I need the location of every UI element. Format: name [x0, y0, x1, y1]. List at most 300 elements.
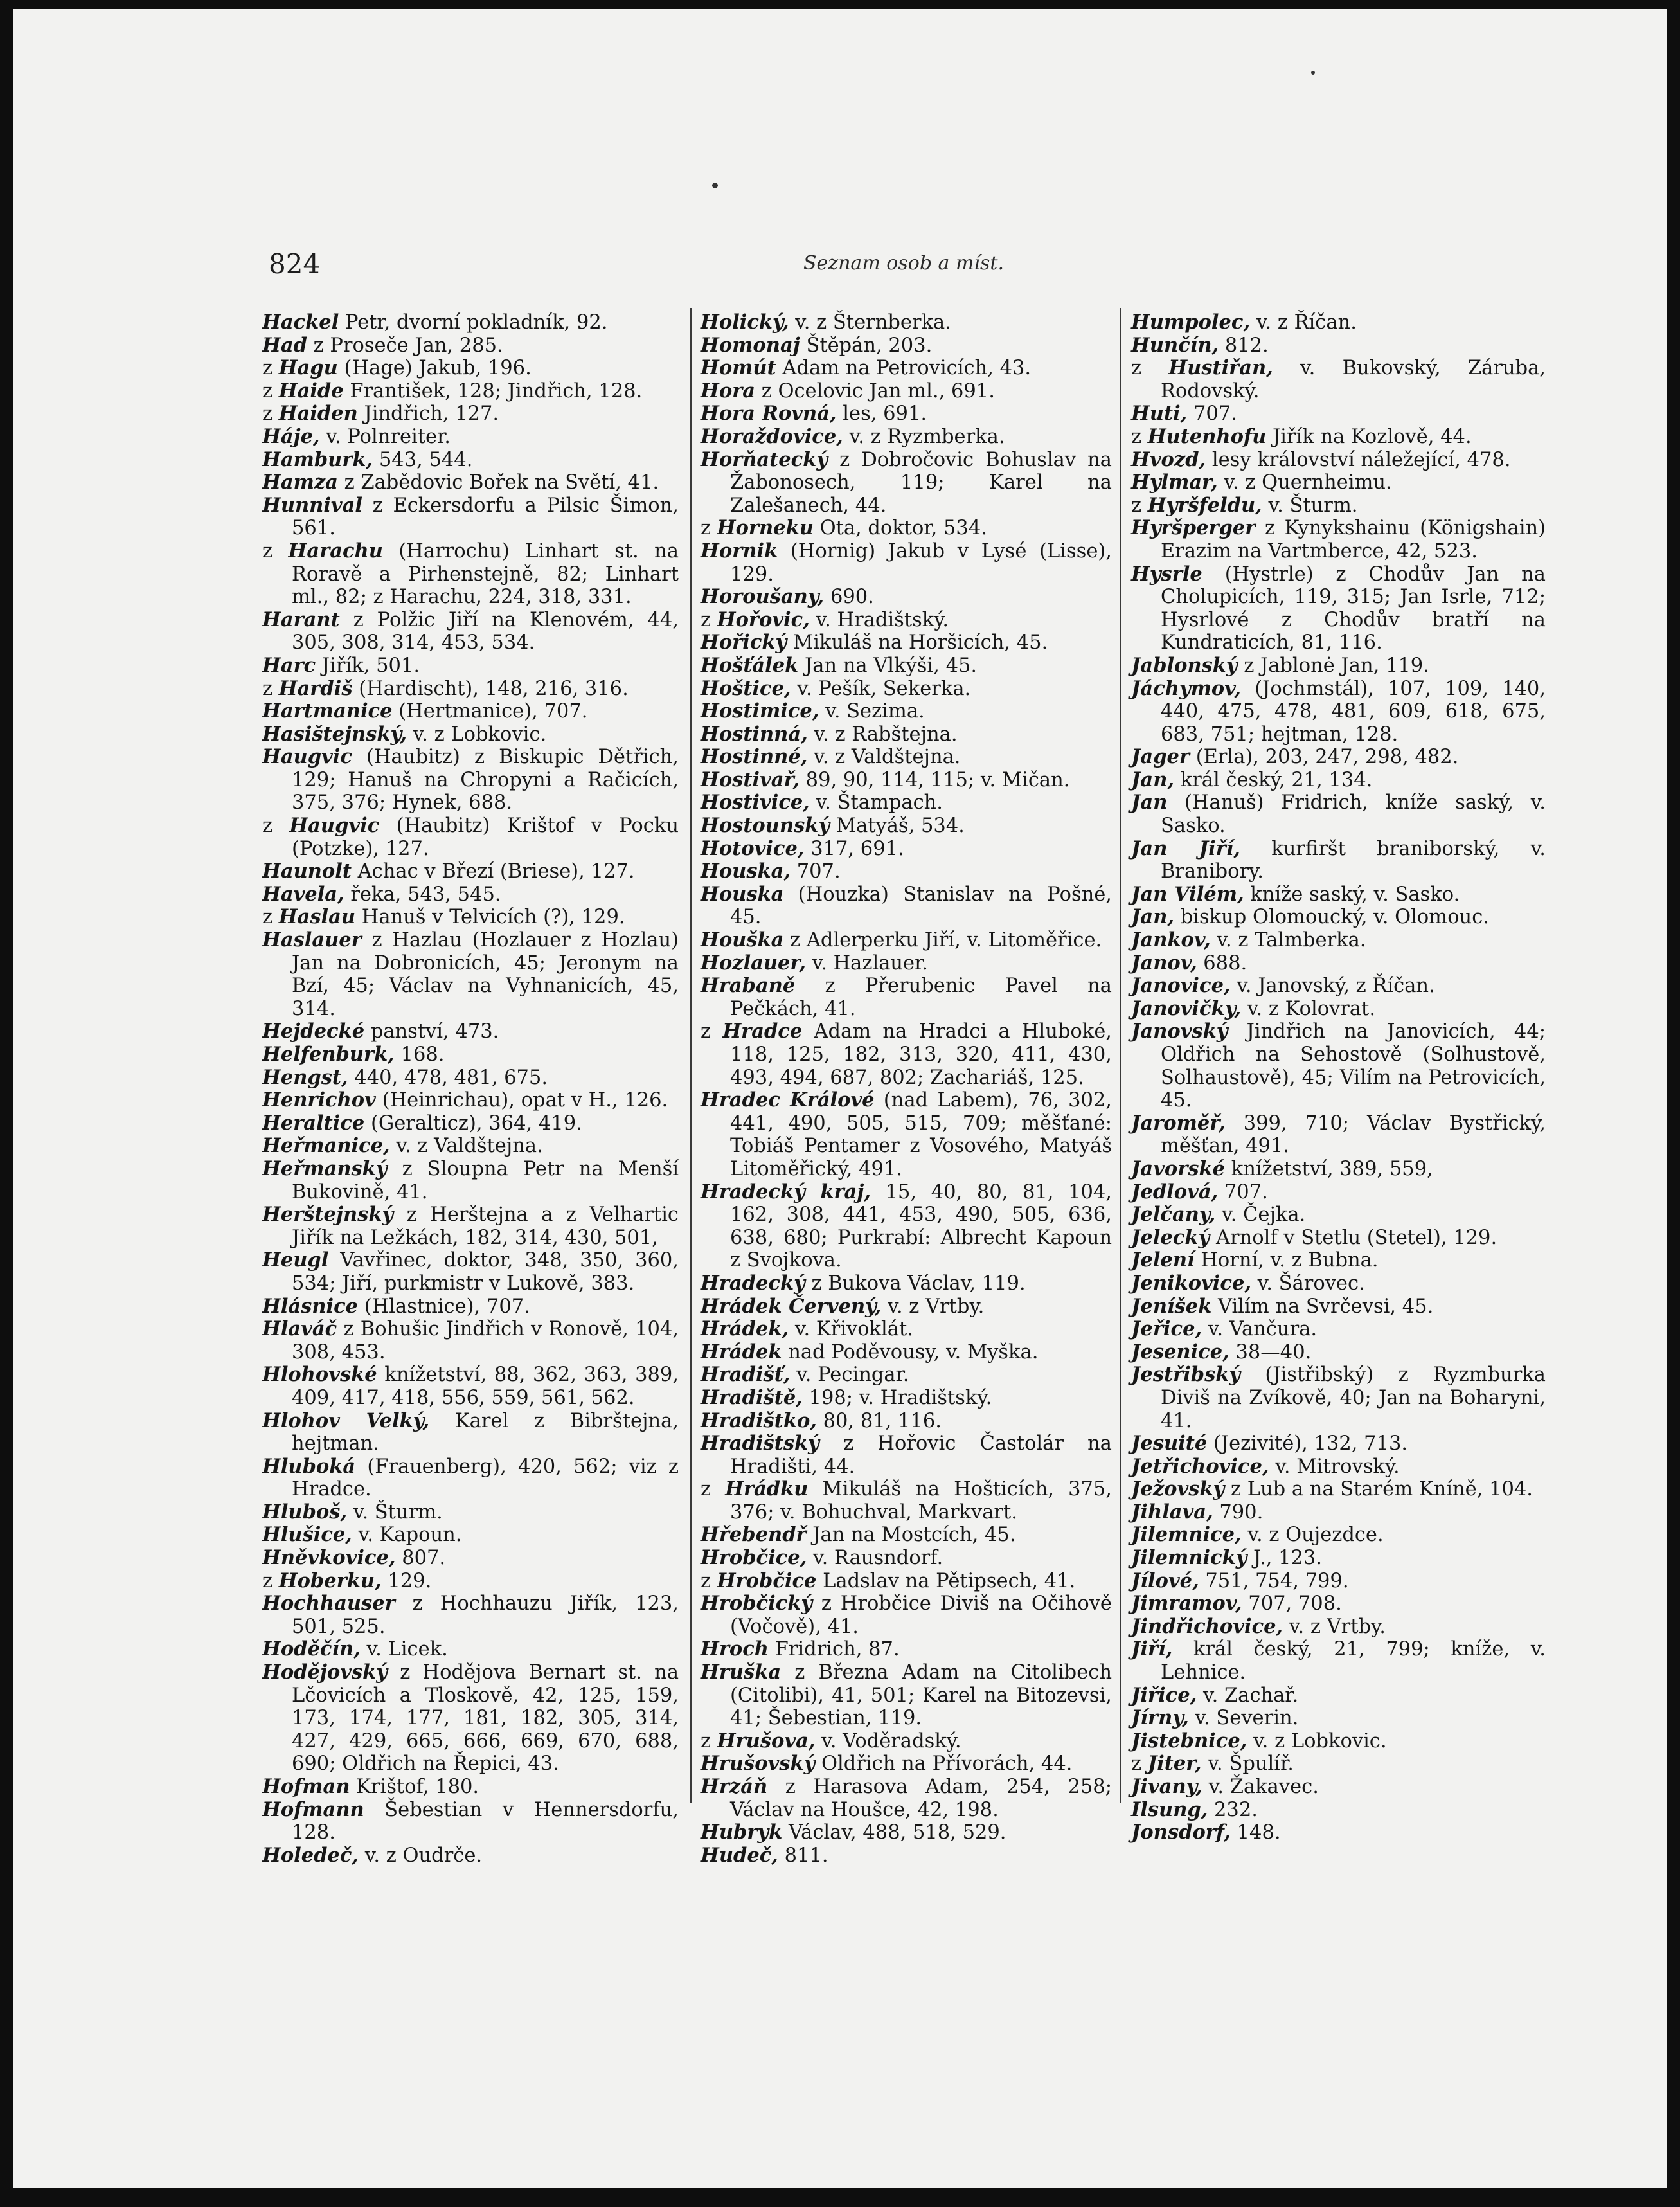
- index-entry: [701, 1295, 1112, 1319]
- entry-headword: Janovičky,: [1131, 996, 1242, 1020]
- entry-headword: Hengst,: [262, 1065, 348, 1089]
- index-entry: [1131, 906, 1546, 929]
- entry-text: Adam na Petrovicích, 43.: [776, 357, 1032, 380]
- entry-text: z Jablonė Jan, 119.: [1237, 654, 1429, 677]
- entry-text: z Lub a na Starém Kníně, 104.: [1224, 1478, 1533, 1501]
- entry-headword: Hodějovský: [262, 1661, 388, 1684]
- entry-text: z Hořovic Častolár na Hradišti, 44.: [730, 1432, 1112, 1478]
- entry-text: (Houzka) Stanislav na Pošné, 45.: [730, 883, 1112, 929]
- entry-headword: Horoušany,: [701, 585, 825, 609]
- entry-headword: Hylmar,: [1131, 471, 1218, 494]
- index-entry: [701, 883, 1112, 929]
- index-column-3: [1131, 311, 1546, 1844]
- entry-headword: Hardiš: [278, 676, 353, 700]
- entry-headword: Harachu: [288, 539, 383, 563]
- entry-text: z Harasova Adam, 254, 258; Václav na Houšce, 42, 198.: [730, 1776, 1112, 1821]
- index-entry: [701, 838, 1112, 861]
- index-entry: [262, 1455, 679, 1501]
- entry-headword: Hora Rovná,: [701, 402, 837, 426]
- entry-text: z Dobročovic Bohuslav na Žabonosech, 119; Karel na Zalešanech, 44.: [730, 448, 1112, 517]
- index-entry: [262, 678, 679, 701]
- entry-headword: Hagu: [278, 356, 338, 380]
- entry-text: v. Rausndorf.: [807, 1547, 943, 1570]
- index-entry: [1131, 1432, 1546, 1455]
- entry-headword: Jihlava,: [1131, 1500, 1213, 1524]
- entry-text: z Bukova Václav, 119.: [805, 1272, 1026, 1295]
- index-entry: [701, 1638, 1112, 1661]
- index-entry: [701, 426, 1112, 449]
- entry-text: v. Vančura.: [1202, 1318, 1318, 1341]
- entry-headword: Hradištko,: [701, 1409, 817, 1432]
- entry-text: král český, 21, 799; kníže, v. Lehnice.: [1161, 1638, 1546, 1684]
- entry-headword: Hrádek: [701, 1340, 782, 1364]
- index-entry: [262, 1067, 679, 1090]
- index-column-2: [701, 311, 1112, 1867]
- entry-headword: Hostivař,: [701, 768, 800, 791]
- entry-headword: Jan,: [1131, 768, 1174, 791]
- entry-text: (Jezivité), 132, 713.: [1207, 1432, 1408, 1455]
- index-entry: [262, 1410, 679, 1455]
- index-entry: [262, 1799, 679, 1844]
- entry-headword: Hroch: [701, 1637, 769, 1661]
- entry-headword: Henrichov: [262, 1088, 376, 1112]
- index-entry: [262, 1158, 679, 1203]
- entry-text: 198; v. Hradištský.: [802, 1386, 992, 1409]
- entry-text: Arnolf v Stetlu (Stetel), 129.: [1210, 1226, 1497, 1249]
- index-entry: [1131, 449, 1546, 472]
- entry-headword: Homonaj: [701, 333, 800, 357]
- entry-headword: Hochhauser: [262, 1592, 395, 1616]
- index-entry: [1131, 1181, 1546, 1204]
- entry-text: z Hazlau (Hozlauer z Hozlau) Jan na Dobronicích, 45; Jeronym na Bzí, 45; Václav na Vyhnanicích, 45, 314.: [292, 929, 679, 1020]
- entry-headword: Hudeč,: [701, 1843, 778, 1867]
- entry-headword: Haide: [278, 379, 344, 402]
- entry-text: z Hodějova Bernart st. na Lčovicích a Tloskově, 42, 125, 159, 173, 174, 177, 181, 182, 305, 314, 427, 429, 665, 666, 669, 670, 688, 690; Oldřich na Řepici, 43.: [292, 1661, 679, 1776]
- entry-text: v. Severin.: [1188, 1707, 1299, 1730]
- index-entry: [1131, 1799, 1546, 1822]
- entry-headword: Herštejnský: [262, 1203, 394, 1227]
- entry-headword: Jeřice,: [1131, 1317, 1202, 1341]
- index-entry: [262, 929, 679, 1020]
- entry-headword: Jesenice,: [1131, 1340, 1229, 1364]
- index-entry: [262, 1592, 679, 1638]
- entry-headword: Hornik: [701, 539, 778, 563]
- entry-headword: Huti,: [1131, 402, 1188, 426]
- index-entry: [262, 1318, 679, 1364]
- entry-text: 148.: [1230, 1821, 1281, 1844]
- entry-headword: Jan Jiří,: [1131, 836, 1240, 860]
- index-entry: [1131, 975, 1546, 998]
- entry-headword: Jelecký: [1131, 1225, 1210, 1249]
- entry-headword: Jelení: [1131, 1248, 1195, 1272]
- index-entry: [1131, 929, 1546, 952]
- entry-headword: Havela,: [262, 882, 344, 906]
- index-entry: [701, 1272, 1112, 1295]
- index-entry: [701, 1364, 1112, 1387]
- entry-headword: Homút: [701, 356, 776, 380]
- entry-headword: Hradce: [722, 1020, 803, 1043]
- index-entry: [701, 1570, 1112, 1593]
- entry-prefix: z: [262, 379, 279, 402]
- index-entry: [701, 449, 1112, 518]
- entry-headword: Hlušice,: [262, 1523, 352, 1547]
- entry-headword: Jáchymov,: [1131, 676, 1242, 700]
- index-entry: [262, 746, 679, 815]
- entry-headword: Hvozd,: [1131, 447, 1206, 471]
- entry-headword: Jankov,: [1131, 928, 1211, 952]
- entry-headword: Hluboš,: [262, 1500, 348, 1524]
- index-entry: [701, 1821, 1112, 1844]
- entry-text: v. Žakavec.: [1202, 1776, 1319, 1798]
- entry-prefix: z: [701, 1020, 723, 1043]
- entry-text: (Hertmanice), 707.: [392, 700, 588, 723]
- entry-text: 807.: [395, 1547, 446, 1570]
- index-entry: [1131, 1020, 1546, 1112]
- entry-text: v. z Oujezdce.: [1241, 1524, 1384, 1547]
- entry-headword: Hrzáň: [701, 1775, 768, 1798]
- entry-text: (Jochmstál), 107, 109, 140, 440, 475, 478, 481, 609, 618, 675, 683, 751; hejtman, 128.: [1161, 677, 1546, 746]
- index-entry: [701, 769, 1112, 792]
- index-entry: [1131, 1524, 1546, 1547]
- entry-headword: Hlaváč: [262, 1317, 337, 1341]
- entry-prefix: z: [262, 815, 290, 838]
- entry-text: panství, 473.: [364, 1020, 499, 1043]
- entry-headword: Hamza: [262, 471, 338, 494]
- entry-headword: Haslauer: [262, 928, 362, 952]
- index-entry: [701, 1341, 1112, 1364]
- index-entry: [1131, 1638, 1546, 1684]
- index-entry: [262, 1501, 679, 1524]
- index-entry: [701, 746, 1112, 769]
- entry-text: Matyáš, 534.: [830, 815, 965, 838]
- entry-text: 440, 478, 481, 675.: [348, 1066, 548, 1089]
- index-entry: [1131, 883, 1546, 906]
- entry-headword: Had: [262, 333, 307, 357]
- entry-text: 812.: [1219, 334, 1269, 357]
- entry-headword: Jan Vilém,: [1131, 882, 1244, 906]
- entry-prefix: z: [1131, 357, 1169, 380]
- entry-headword: Haugvic: [289, 814, 380, 838]
- entry-text: z Zabědovic Bořek na Světí, 41.: [337, 471, 659, 494]
- entry-text: z Přerubenic Pavel na Pečkách, 41.: [730, 975, 1112, 1020]
- entry-headword: Holický,: [701, 311, 789, 334]
- index-entry: [1131, 1272, 1546, 1295]
- entry-text: v. Pecingar.: [790, 1364, 909, 1387]
- entry-headword: Jonsdorf,: [1131, 1821, 1231, 1844]
- entry-headword: Janovský: [1131, 1020, 1228, 1043]
- entry-headword: Heřmanice,: [262, 1134, 390, 1158]
- entry-prefix: z: [262, 539, 289, 563]
- index-entry: [262, 1570, 679, 1593]
- entry-prefix: z: [262, 357, 279, 380]
- entry-headword: Jivany,: [1131, 1775, 1203, 1798]
- index-entry: [701, 311, 1112, 334]
- entry-headword: Hrušovský: [701, 1752, 816, 1776]
- entry-headword: Ježovský: [1131, 1477, 1225, 1501]
- index-entry: [701, 815, 1112, 838]
- entry-prefix: z: [1131, 425, 1148, 448]
- entry-text: Hanuš v Telvicích (?), 129.: [355, 906, 625, 929]
- entry-headword: Hamburk,: [262, 447, 373, 471]
- entry-text: z Eckersdorfu a Pilsic Šimon, 561.: [292, 494, 679, 540]
- entry-headword: Hněvkovice,: [262, 1546, 396, 1570]
- index-entry: [262, 540, 679, 609]
- entry-headword: Hyršfeldu,: [1147, 493, 1262, 517]
- entry-text: z Hrobčice Diviš na Očihově (Vočově), 41.: [730, 1592, 1112, 1638]
- index-entry: [701, 678, 1112, 701]
- entry-text: z Sloupna Petr na Menší Bukovině, 41.: [292, 1157, 679, 1203]
- index-entry: [262, 860, 679, 883]
- index-entry: [262, 1043, 679, 1067]
- entry-prefix: z: [701, 517, 717, 540]
- entry-headword: Jager: [1131, 745, 1190, 769]
- entry-text: kníže saský, v. Sasko.: [1244, 883, 1460, 906]
- index-entry: [701, 1432, 1112, 1478]
- index-entry: [701, 1478, 1112, 1524]
- index-entry: [262, 815, 679, 860]
- entry-headword: Hoberku,: [278, 1569, 382, 1592]
- entry-headword: Hřebendř: [701, 1523, 807, 1547]
- entry-text: v. Janovský, z Říčan.: [1230, 975, 1435, 998]
- index-entry: [262, 494, 679, 540]
- entry-text: (Harrochu) Linhart st. na Roravě a Pirhenstejně, 82; Linhart ml., 82; z Harachu, 224, 318, 331.: [292, 539, 679, 609]
- index-entry: [1131, 357, 1546, 402]
- scan-speck: [712, 183, 718, 188]
- index-entry: [701, 334, 1112, 357]
- entry-headword: Hrádek Červený,: [701, 1294, 882, 1318]
- entry-text: 232.: [1208, 1798, 1258, 1821]
- entry-headword: Haiden: [278, 402, 358, 426]
- entry-text: 690.: [824, 586, 874, 609]
- entry-headword: Jan,: [1131, 905, 1174, 929]
- index-entry: [701, 1844, 1112, 1868]
- index-entry: [262, 1203, 679, 1249]
- index-entry: [701, 1089, 1112, 1180]
- entry-headword: Janov,: [1131, 951, 1197, 975]
- index-entry: [1131, 678, 1546, 746]
- entry-text: v. z Říčan.: [1250, 311, 1357, 334]
- entry-headword: Hrádku: [725, 1477, 809, 1501]
- entry-text: v. Hazlauer.: [805, 951, 928, 975]
- entry-headword: Hlásnice: [262, 1294, 359, 1318]
- entry-headword: Hoštice,: [701, 676, 791, 700]
- entry-text: Petr, dvorní pokladník, 92.: [339, 311, 608, 334]
- index-entry: [701, 1592, 1112, 1638]
- index-entry: [701, 723, 1112, 746]
- entry-text: v. Šturm.: [347, 1500, 443, 1524]
- entry-headword: Hustiřan,: [1168, 356, 1273, 380]
- index-entry: [262, 449, 679, 472]
- entry-headword: Humpolec,: [1131, 311, 1251, 334]
- entry-text: v. z Quernheimu.: [1217, 471, 1392, 494]
- entry-headword: Jetřichovice,: [1131, 1454, 1269, 1478]
- entry-text: (Hanuš) Fridrich, kníže saský, v. Sasko.: [1161, 791, 1546, 838]
- index-entry: [262, 609, 679, 654]
- index-entry: [701, 860, 1112, 883]
- entry-headword: Hrobčice,: [701, 1546, 807, 1570]
- entry-text: v. Štampach.: [809, 791, 943, 815]
- index-entry: [701, 1387, 1112, 1410]
- entry-text: v. z Vrtby.: [881, 1295, 985, 1318]
- entry-headword: Hradiště,: [701, 1385, 803, 1409]
- entry-text: 80, 81, 116.: [816, 1409, 942, 1432]
- entry-headword: Hostimice,: [701, 699, 819, 723]
- entry-text: z Kynykshainu (Königshain) Erazim na Vartmberce, 42, 523.: [1161, 517, 1546, 563]
- entry-prefix: z: [701, 1569, 717, 1592]
- entry-text: v. Zachař.: [1197, 1684, 1299, 1707]
- entry-text: Jindřich, 127.: [357, 402, 499, 426]
- index-entry: [1131, 998, 1546, 1021]
- index-entry: [701, 1318, 1112, 1341]
- index-entry: [1131, 471, 1546, 494]
- entry-text: v. z Oudrče.: [359, 1844, 483, 1867]
- index-entry: [1131, 1158, 1546, 1181]
- entry-text: Jindřich na Janovicích, 44; Oldřich na Sehostově (Solhustově, Solhaustově), 45; Vilím na Petrovicích, 45.: [1161, 1020, 1546, 1112]
- entry-text: v. z Rabštejna.: [807, 723, 958, 746]
- index-entry: [1131, 1203, 1546, 1227]
- entry-text: (Heinrichau), opat v H., 126.: [375, 1089, 668, 1112]
- index-entry: [701, 929, 1112, 952]
- entry-headword: Horaždovice,: [701, 424, 843, 448]
- entry-text: 707.: [1218, 1180, 1268, 1203]
- entry-headword: Heugl: [262, 1248, 329, 1272]
- index-entry: [1131, 1616, 1546, 1639]
- entry-text: 15, 40, 80, 81, 104, 162, 308, 441, 453, 490, 505, 636, 638, 680; Purkrabí: Albrecht Kapoun z Svojkova.: [730, 1180, 1112, 1272]
- entry-text: z Proseče Jan, 285.: [307, 334, 503, 357]
- index-entry: [701, 540, 1112, 586]
- index-entry: [1131, 746, 1546, 769]
- entry-text: (Hardischt), 148, 216, 316.: [352, 677, 629, 700]
- entry-headword: Hrobčice: [717, 1569, 817, 1592]
- entry-text: v. Šárovec.: [1251, 1272, 1365, 1295]
- index-entry: [1131, 1707, 1546, 1730]
- entry-text: 790.: [1213, 1500, 1264, 1524]
- index-entry: [701, 1752, 1112, 1776]
- entry-headword: Hlohovské: [262, 1363, 377, 1387]
- entry-text: knížetství, 88, 362, 363, 389, 409, 417, 418, 556, 559, 561, 562.: [292, 1364, 679, 1409]
- entry-text: Jiřík, 501.: [316, 654, 420, 677]
- entry-headword: Hořovic,: [717, 608, 810, 631]
- index-entry: [701, 791, 1112, 815]
- entry-text: Ladslav na Pětipsech, 41.: [816, 1569, 1076, 1592]
- entry-headword: Hutenhofu: [1147, 424, 1267, 448]
- index-entry: [701, 517, 1112, 540]
- entry-text: Václav, 488, 518, 529.: [782, 1821, 1006, 1844]
- page-sheet: [13, 9, 1667, 2188]
- page-number: 824: [269, 248, 321, 280]
- entry-text: Ota, doktor, 534.: [813, 517, 987, 540]
- entry-headword: Jenikovice,: [1131, 1271, 1251, 1295]
- entry-text: v. Voděradský.: [815, 1729, 961, 1752]
- entry-headword: Heřmanský: [262, 1157, 388, 1180]
- entry-headword: Hradištský: [701, 1432, 819, 1455]
- entry-text: biskup Olomoucký, v. Olomouc.: [1174, 906, 1489, 929]
- entry-headword: Hrobčický: [701, 1592, 813, 1616]
- index-entry: [1131, 402, 1546, 426]
- entry-prefix: z: [1131, 494, 1148, 517]
- entry-headword: Hejdecké: [262, 1020, 365, 1043]
- entry-text: v. Špulíř.: [1201, 1752, 1294, 1776]
- index-entry: [1131, 1112, 1546, 1158]
- index-entry: [1131, 769, 1546, 792]
- entry-text: (Haubitz) z Biskupic Dětřich, 129; Hanuš na Chropyni a Račicích, 375, 376; Hynek, 688.: [292, 746, 679, 815]
- index-entry: [262, 654, 679, 678]
- index-entry: [1131, 1776, 1546, 1799]
- entry-headword: Hysrle: [1131, 562, 1202, 586]
- entry-headword: Jistebnice,: [1131, 1729, 1247, 1752]
- entry-text: Šebestian v Hennersdorfu, 128.: [292, 1798, 679, 1844]
- entry-headword: Hartmanice: [262, 699, 393, 723]
- entry-headword: Hubryk: [701, 1821, 783, 1844]
- index-entry: [701, 586, 1112, 609]
- entry-text: 129.: [381, 1569, 432, 1592]
- entry-text: knížetství, 389, 559,: [1225, 1157, 1433, 1180]
- entry-prefix: z: [1131, 1752, 1148, 1776]
- entry-text: Karel z Bibrštejna, hejtman.: [292, 1409, 679, 1455]
- entry-prefix: z: [262, 402, 279, 426]
- index-entry: [701, 654, 1112, 678]
- entry-headword: Haunolt: [262, 860, 352, 883]
- index-entry: [1131, 1570, 1546, 1593]
- entry-text: v. Hradištský.: [809, 608, 949, 631]
- index-entry: [1131, 1821, 1546, 1844]
- entry-text: z Herštejna a z Velhartic Jiřík na Ležkách, 182, 314, 430, 501,: [292, 1203, 679, 1249]
- entry-headword: Hošťálek: [701, 653, 799, 677]
- entry-text: 38—40.: [1229, 1340, 1312, 1364]
- index-entry: [701, 1020, 1112, 1089]
- entry-headword: Jestřibský: [1131, 1363, 1241, 1387]
- index-entry: [1131, 1547, 1546, 1570]
- entry-headword: Haslau: [278, 905, 356, 929]
- entry-text: (Frauenberg), 420, 562; viz z Hradce.: [292, 1455, 679, 1501]
- index-entry: [701, 1776, 1112, 1821]
- entry-headword: Jablonský: [1131, 653, 1238, 677]
- entry-text: z Adlerperku Jiří, v. Litoměřice.: [783, 929, 1102, 952]
- entry-headword: Háje,: [262, 424, 320, 448]
- entry-text: (Hornig) Jakub v Lysé (Lisse), 129.: [730, 539, 1112, 586]
- entry-headword: Holedeč,: [262, 1843, 359, 1867]
- index-entry: [701, 380, 1112, 403]
- entry-headword: Hruška: [701, 1661, 782, 1684]
- entry-text: Štěpán, 203.: [800, 334, 933, 357]
- entry-headword: Jelčany,: [1131, 1203, 1216, 1227]
- entry-headword: Hradecký kraj,: [701, 1180, 871, 1203]
- entry-text: (Hage) Jakub, 196.: [337, 357, 532, 380]
- index-entry: [701, 1730, 1112, 1753]
- entry-headword: Hostinné,: [701, 745, 808, 769]
- index-entry: [262, 471, 679, 494]
- entry-text: les, 691.: [836, 402, 927, 426]
- entry-text: 751, 754, 799.: [1199, 1569, 1349, 1592]
- entry-text: 543, 544.: [373, 448, 473, 471]
- entry-prefix: z: [262, 906, 279, 929]
- index-entry: [1131, 1318, 1546, 1341]
- entry-headword: Hostinná,: [701, 722, 808, 746]
- index-entry: [701, 1547, 1112, 1570]
- entry-text: Jiřík na Kozlově, 44.: [1266, 425, 1472, 448]
- index-entry: [1131, 1295, 1546, 1319]
- entry-text: lesy království náležející, 478.: [1206, 448, 1511, 471]
- entry-text: 317, 691.: [804, 837, 904, 860]
- entry-headword: Jeníšek: [1131, 1294, 1212, 1318]
- index-entry: [1131, 311, 1546, 334]
- index-column-1: [262, 311, 679, 1867]
- entry-text: v. Polnreiter.: [319, 425, 451, 448]
- entry-text: Jan na Mostcích, 45.: [806, 1524, 1016, 1547]
- entry-headword: Harc: [262, 653, 316, 677]
- entry-headword: Hofman: [262, 1775, 350, 1798]
- entry-headword: Hluboká: [262, 1454, 356, 1478]
